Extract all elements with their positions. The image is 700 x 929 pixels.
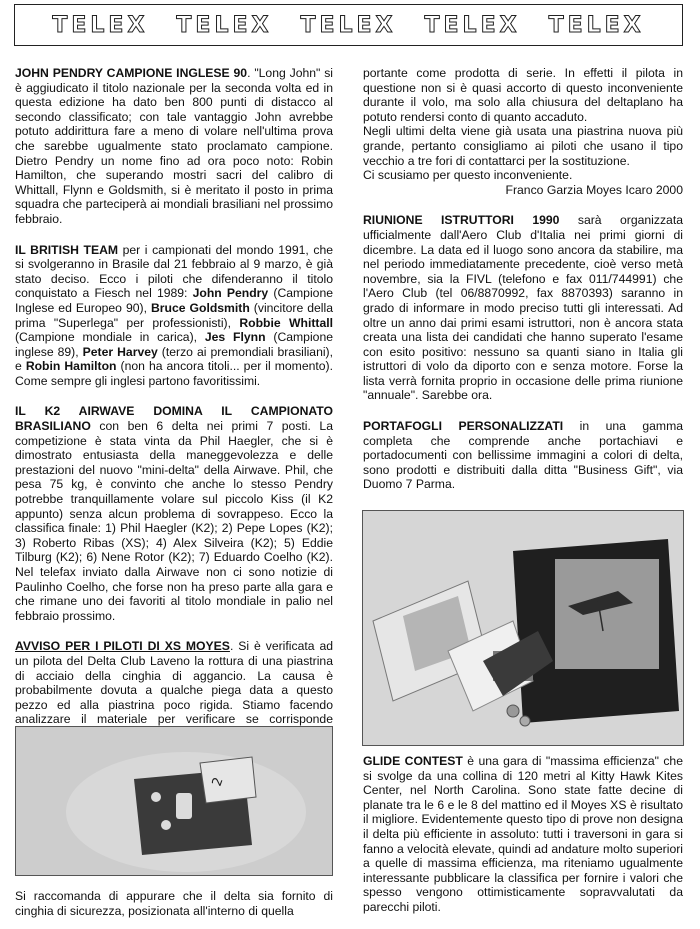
article-title: IL BRITISH TEAM <box>15 242 119 257</box>
header-word: TELEX <box>52 12 149 38</box>
article-title: PORTAFOGLI PERSONALIZZATI <box>363 419 564 434</box>
header-word: TELEX <box>548 12 645 38</box>
header-word: TELEX <box>424 12 521 38</box>
article-glide-contest <box>363 754 683 915</box>
article-k2-airwave <box>15 404 333 623</box>
article-text: (Campione mondiale in carica), <box>15 330 205 345</box>
xs-moyes-continuation: portante come prodotta di serie. In effetti il pilota in questione non si è quasi accorto di questo inconveniente durante il volo, ma solo alla chiusura del deltaplano ha potuto rendersi conto di quanto accaduto. <box>363 66 683 124</box>
plate-number-label: 2 <box>209 775 227 789</box>
article-title: AVVISO PER I PILOTI DI XS MOYES <box>15 639 230 654</box>
article-pendry <box>15 66 333 227</box>
pilot-name: Jes Flynn <box>204 330 266 345</box>
right-column <box>363 66 683 508</box>
article-riunione-istruttori <box>363 213 683 403</box>
article-body: in una gamma completa che comprende anche portachiavi e portadocumenti con bellissime immagini a colori di delta, sono prodotti e distribuiti dalla ditta "Business Gift", via Duomo 7 Parma. <box>363 419 684 492</box>
article-body: . "Long John" si è aggiudicato il titolo nazionale per la seconda volta ed in questa edizione ha dato ben 800 punti di distacco al secondo classificato; con tale vantaggio John avrebbe potuto addirittura fare a meno di volare nell'ultima prova che sarebbe ugualmente stato proclamato campione. Dietro Pendry un nome fino ad ora poco noto: Robin Hamilton, che superando mostri sacri del calibro di Whittall, Flynn e Goldsmith, si è meritato il posto in prima squadra che parteciperà ai mondiali brasiliani nel prossimo febbraio. <box>15 66 333 226</box>
article-portafogli <box>363 419 683 492</box>
pilot-name: John Pendry <box>192 286 269 301</box>
article-text: (non ha ancora titoli... per il momento). Come sempre gli inglesi partono favoritissimi. <box>15 359 333 388</box>
article-text: per i campionati del mondo 1991, che si svolgeranno in Brasile dal 21 febbraio al 9 marzo, è già stato deciso. Ecco i piloti che difenderanno il titolo conquistato a Fiesch nel 1989: <box>15 242 333 301</box>
pilot-name: Robbie Whittall <box>239 315 334 330</box>
wallets-image <box>363 511 684 746</box>
article-text: (terzo ai premondiali brasiliani), e <box>15 344 333 374</box>
author-signature: Franco Garzia Moyes Icaro 2000 <box>505 182 683 197</box>
article-text: (vincitore della prima "Superlega" per professionisti), <box>15 300 333 330</box>
photo-wallets <box>362 510 684 746</box>
header-word: TELEX <box>300 12 397 38</box>
xs-moyes-apology: Ci scusiamo per questo inconveniente. <box>363 168 573 183</box>
article-british-team <box>15 243 333 389</box>
article-body: è una gara di "massima efficienza" che si svolge da una collina di 120 metri al Kitty Hawk Kites Center, nel North Carolina. Sono state fatte decine di planate tra le 6 e le 8 del mattino ed il Moyes XS è risultato il migliore. Evidentemente questo tipo di prove non designa il delta più efficiente in assoluto: tutti i traversoni in gara si fanno a velocità elevate, quindi ad andature molto superiori a quelle di massima efficienza, ma riteniamo ugualmente interessante pubblicare la classifica per fornire i valori che spesso vengono ottimisticamente sopravvalutati da parecchi piloti. <box>363 754 683 914</box>
buckle-plate-image <box>16 727 333 876</box>
article-title: RIUNIONE ISTRUTTORI 1990 <box>363 213 560 228</box>
pilot-name: Bruce Goldsmith <box>150 300 250 315</box>
telex-header <box>14 4 683 46</box>
left-column <box>15 66 333 742</box>
article-body: . Si è verificata ad un pilota del Delta Club Laveno la rottura di una piastrina di acciaio della cinghia di aggancio. La causa è probabilmente dovuta a qualche piega data a questo pezzo ed alla piastrina poco rigida. Stiamo facendo analizzare il materiale per verificare se corrisponde <box>15 639 333 727</box>
header-word: TELEX <box>176 12 273 38</box>
article-body: con ben 6 delta nei primi 7 posti. La competizione è stata vinta da Phil Haegler, che si è dimostrato entusiasta della maneggevolezza e delle prestazioni del nuovo "mini-delta" della Airwave. Phil, che pesa 75 kg, è convinto che anche lo stesso Pendry potrebbe tranquillamente volare sul piccolo Kiss (il K2 appunto) senza alcun problema di sovrappeso. Ecco la classifica finale: 1) Phil Haegler (K2); 2) Pepe Lopes (K2); 3) Roberto Ribas (XS); 4) Alex Silveira (K2); 5) Eddie Tilburg (K2); 6) Nene Rotor (K2); 7) Eduardo Coelho (K2). Nel telefax inviato dalla Airwave non ci sono notizie di Paulinho Coelho, che forse non ha preso parte alla gara e che rimane uno dei favoriti al titolo mondiale in palio nel febbraio prossimo. <box>15 419 333 623</box>
pilot-name: Peter Harvey <box>82 344 158 359</box>
article-title: JOHN PENDRY CAMPIONE INGLESE 90 <box>15 66 248 80</box>
article-title: IL K2 AIRWAVE DOMINA IL CAMPIONATO BRASILIANO <box>15 404 333 434</box>
pilot-name: Robin Hamilton <box>25 359 117 374</box>
xs-moyes-note: Negli ultimi delta viene già usata una piastrina nuova più grande, pertanto consigliamo ai piloti che usano il tipo vecchio a tre fori di contattarci per la sostituzione. <box>363 124 683 168</box>
article-title: GLIDE CONTEST <box>363 754 463 768</box>
article-text: (Campione inglese 89), <box>15 330 333 359</box>
article-body: sarà organizzata ufficialmente dall'Aero Club d'Italia nei primi giorni di dicembre. La data ed il luogo sono ancora da stabilire, ma nel periodo immediatamente precedente, cioè verso metà novembre, sia la FIVL (telefono e fax 011/744991) che l'Aero Club (tel 06/8870992, fax 8870393) saranno in grado di informare in modo preciso tutti gli interessati. Ad oltre un anno dai primi esami istruttori, non è ancora stata creata una lista dei candidati che hanno superato l'esame con esito positivo: nessuno sa quanti siano in Italia gli istruttori di volo da diporto con e senza motore. Forse la lista verrà fornita proprio in occasione delle prima riunione "annuale". Sarebbe ora. <box>363 213 683 403</box>
photo-buckle-plate <box>15 726 333 876</box>
xs-moyes-continued: Si raccomanda di appurare che il delta sia fornito di cinghia di sicurezza, posizionata all'interno di quella <box>15 889 333 918</box>
article-text: (Campione Inglese ed Europeo 90), <box>15 286 333 315</box>
